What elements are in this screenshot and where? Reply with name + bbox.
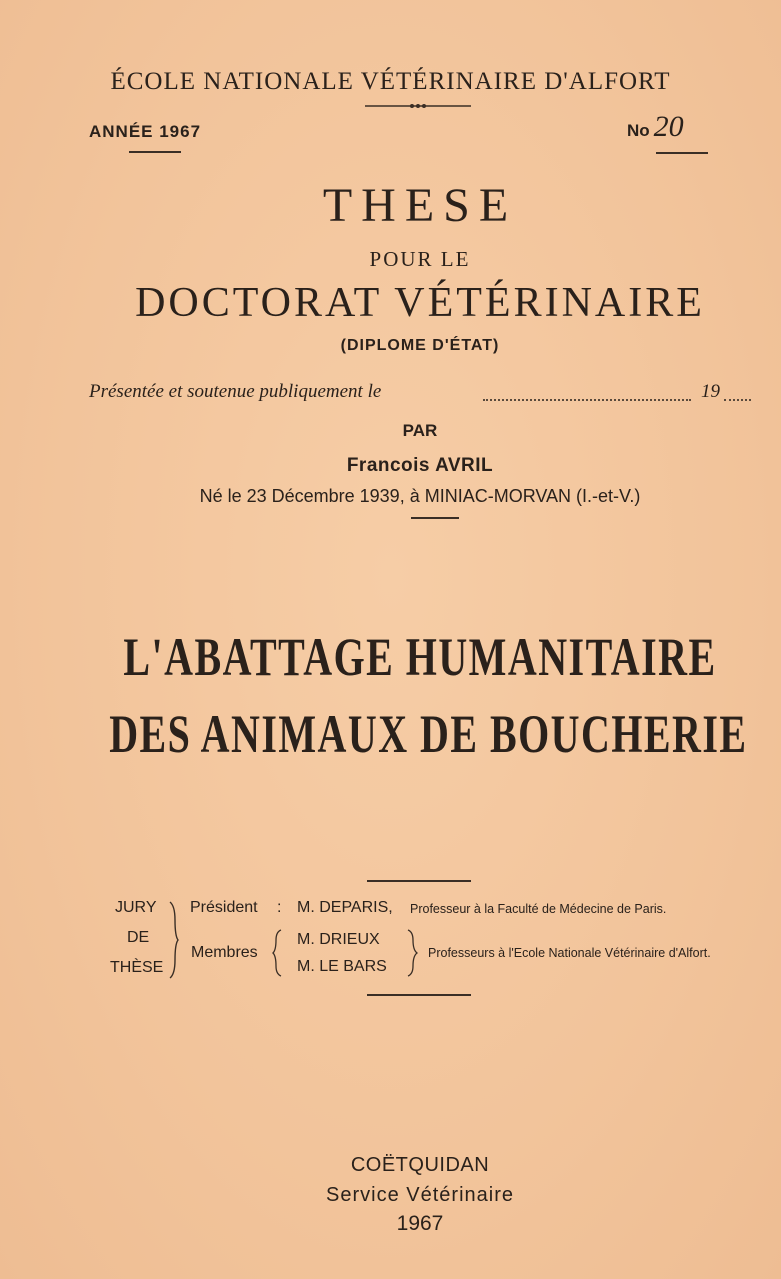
publisher-place: COËTQUIDAN bbox=[350, 1154, 490, 1176]
president-label: Président bbox=[190, 899, 258, 916]
school-name: ÉCOLE NATIONALE VÉTÉRINAIRE D'ALFORT bbox=[110, 68, 671, 95]
par-text: PAR bbox=[402, 421, 438, 440]
president-title: Professeur à la Faculté de Médecine de Paris. bbox=[410, 902, 667, 916]
thesis-title-line1: L'ABATTAGE HUMANITAIRE bbox=[123, 627, 717, 687]
members-label: Membres bbox=[191, 944, 258, 961]
pour-le-text: POUR LE bbox=[369, 247, 471, 271]
members-left-brace bbox=[272, 928, 284, 978]
ornament-divider bbox=[365, 100, 471, 112]
year-label: ANNÉE 1967 bbox=[89, 122, 202, 141]
date-blank-line bbox=[483, 399, 691, 401]
author-name: Francois AVRIL bbox=[346, 455, 494, 476]
diplome-text: (DIPLOME D'ÉTAT) bbox=[340, 337, 500, 354]
author-underline bbox=[411, 517, 459, 519]
thesis-number bbox=[627, 110, 684, 144]
jury-brace bbox=[166, 900, 180, 980]
presentee-text: Présentée et soutenue publiquement le bbox=[89, 381, 382, 402]
jury-top-rule bbox=[367, 880, 471, 882]
these-heading: THESE bbox=[322, 179, 518, 232]
year-blank-line bbox=[724, 399, 751, 401]
doctorat-heading: DOCTORAT VÉTÉRINAIRE bbox=[135, 280, 705, 326]
year-prefix: 19 bbox=[701, 381, 720, 402]
members-right-brace bbox=[405, 928, 419, 978]
publication-year: 1967 bbox=[396, 1212, 444, 1235]
publisher-service: Service Vétérinaire bbox=[326, 1184, 514, 1206]
member-2: M. LE BARS bbox=[297, 958, 387, 975]
number-prefix: No bbox=[627, 121, 650, 140]
birth-info: Né le 23 Décembre 1939, à MINIAC-MORVAN (I.-et-V.) bbox=[199, 486, 641, 506]
jury-label-1: JURY bbox=[115, 899, 157, 916]
president-name: M. DEPARIS, bbox=[297, 899, 393, 916]
thesis-title-line2: DES ANIMAUX DE BOUCHERIE bbox=[109, 704, 748, 764]
member-1: M. DRIEUX bbox=[297, 931, 380, 948]
jury-label-2: DE bbox=[127, 929, 150, 946]
year-underline bbox=[129, 151, 181, 153]
number-underline bbox=[656, 152, 708, 154]
jury-label-3: THÈSE bbox=[110, 959, 164, 976]
jury-bottom-rule bbox=[367, 994, 471, 996]
members-title: Professeurs à l'Ecole Nationale Vétérinaire d'Alfort. bbox=[428, 946, 711, 960]
number-value: 20 bbox=[653, 110, 684, 143]
president-colon: : bbox=[277, 899, 282, 916]
